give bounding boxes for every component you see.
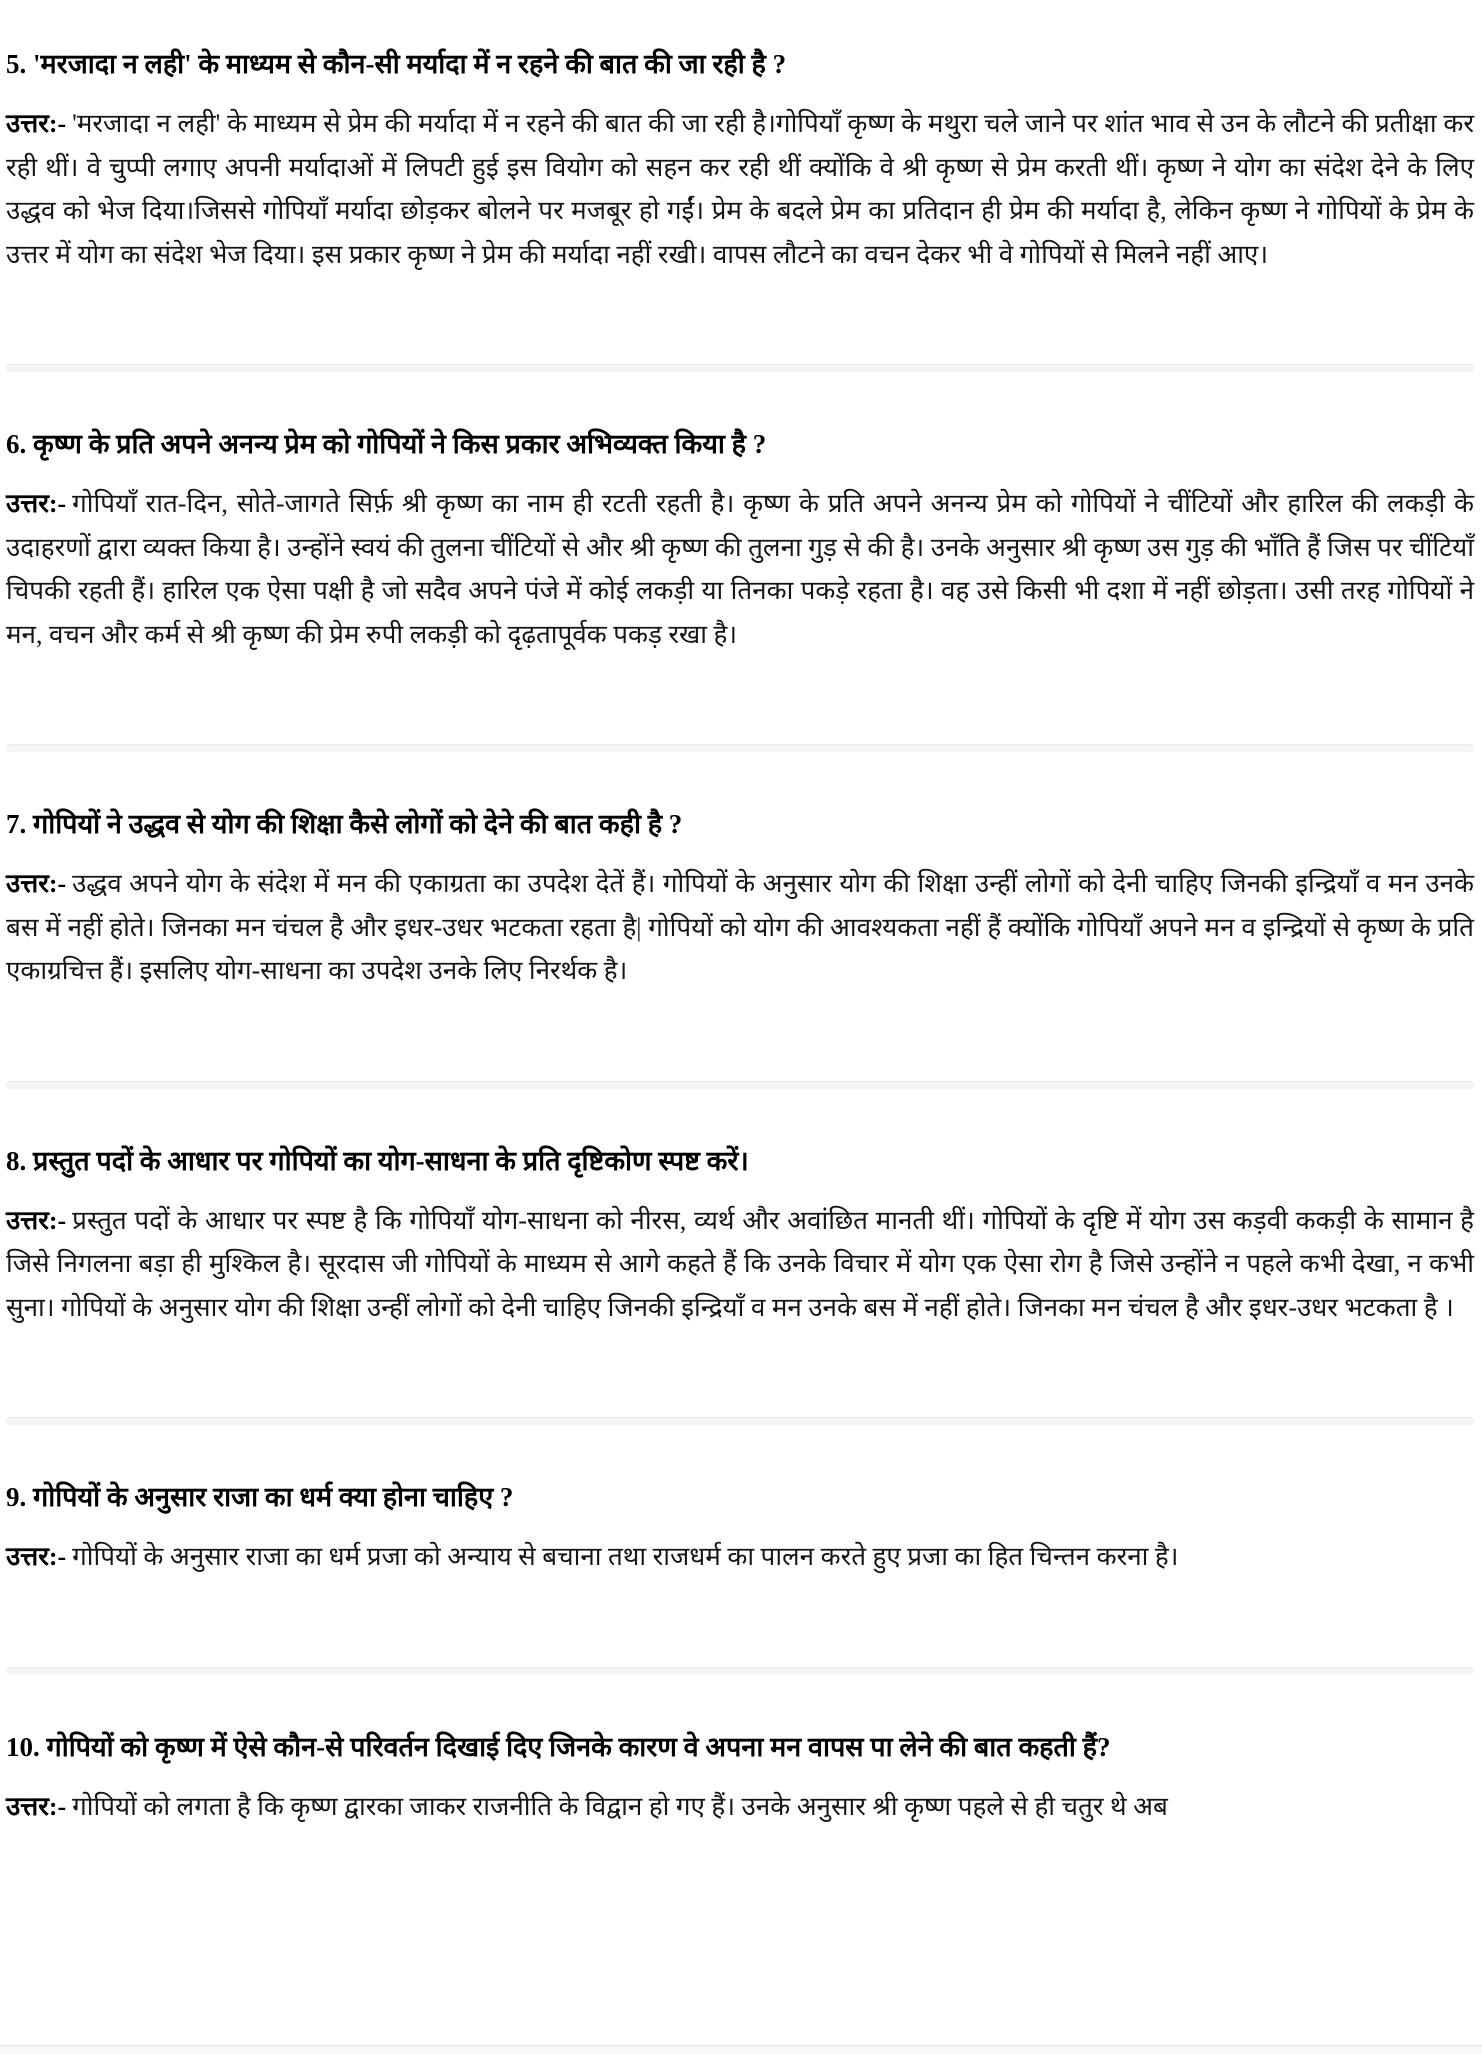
answer-text: गोपियाँ रात-दिन, सोते-जागते सिर्फ़ श्री कृष्ण का नाम ही रटती रहती है। कृष्ण के प्रति अपने अनन्य प्रेम को गोपियों ने चींटियों और हारिल की लकड़ी के उदाहरणों द्वारा व्यक्त किया है। उन्होंने स्वयं की तुलना चींटियों से और श्री कृष्ण की तुलना गुड़ से की है। उनके अनुसार श्री कृष्ण उस गुड़ की भाँति हैं जिस पर चींटियाँ चिपकी रहती हैं। हारिल एक ऐसा पक्षी है जो सदैव अपने पंजे में कोई लकड़ी या तिनका पकड़े रहता है। वह उसे किसी भी दशा में नहीं छोड़ता। उसी तरह गोपियों ने मन, वचन और कर्म से श्री कृष्ण की प्रेम रुपी लकड़ी को दृढ़तापूर्वक पकड़ रखा है।	[6, 489, 1474, 649]
section-divider	[6, 1417, 1474, 1425]
answer-paragraph	[6, 102, 1474, 276]
section-divider	[6, 1081, 1474, 1089]
qa-section-7	[6, 802, 1474, 993]
page-bottom-edge	[0, 2045, 1482, 2054]
answer-text: 'मरजादा न लही' के माध्यम से प्रेम की मर्यादा में न रहने की बात की जा रही है।गोपियाँ कृष्ण के मथुरा चले जाने पर शांत भाव से उन के लौटने की प्रतीक्षा कर रही थीं। वे चुप्पी लगाए अपनी मर्यादाओं में लिपटी हुई इस वियोग को सहन कर रही थीं क्योंकि वे श्री कृष्ण से प्रेम करती थीं। कृष्ण ने योग का संदेश देने के लिए उद्धव को भेज दिया।जिससे गोपियाँ मर्यादा छोड़कर बोलने पर मजबूर हो गईं। प्रेम के बदले प्रेम का प्रतिदान ही प्रेम की मर्यादा है, लेकिन कृष्ण ने गोपियों के प्रेम के उत्तर में योग का संदेश भेज दिया। इस प्रकार कृष्ण ने प्रेम की मर्यादा नहीं रखी। वापस लौटने का वचन देकर भी वे गोपियों से मिलने नहीं आए।	[6, 109, 1474, 269]
answer-prefix: उत्तर:-	[6, 1791, 67, 1821]
qa-section-8	[6, 1139, 1474, 1330]
section-divider	[6, 744, 1474, 752]
answer-paragraph	[6, 1199, 1474, 1330]
section-divider	[6, 1667, 1474, 1675]
qa-section-6	[6, 422, 1474, 656]
answer-prefix: उत्तर:-	[6, 869, 67, 898]
answer-prefix: उत्तर:-	[6, 1542, 67, 1571]
answer-paragraph	[6, 1785, 1474, 1829]
question-text: 10. गोपियों को कृष्ण में ऐसे कौन-से परिवर्तन दिखाई दिए जिनके कारण वे अपना मन वापस पा लेने की बात कहती हैं?	[6, 1731, 1111, 1762]
answer-text: प्रस्तुत पदों के आधार पर स्पष्ट है कि गोपियाँ योग-साधना को नीरस, व्यर्थ और अवांछित मानती थीं। गोपियों के दृष्टि में योग उस कड़वी ककड़ी के सामान है जिसे निगलना बड़ा ही मुश्किल है। सूरदास जी गोपियों के माध्यम से आगे कहते हैं कि उनके विचार में योग एक ऐसा रोग है जिसे उन्होंने न पहले कभी देखा, न कभी सुना। गोपियों के अनुसार योग की शिक्षा उन्हीं लोगों को देनी चाहिए जिनकी इन्द्रियाँ व मन उनके बस में नहीं होते। जिनका मन चंचल है और इधर-उधर भटकता है ।	[6, 1205, 1474, 1322]
question-text: 9. गोपियों के अनुसार राजा का धर्म क्या होना चाहिए ?	[6, 1482, 514, 1512]
answer-text: उद्धव अपने योग के संदेश में मन की एकाग्रता का उपदेश देतें हैं। गोपियों के अनुसार योग की शिक्षा उन्हीं लोगों को देनी चाहिए जिनकी इन्द्रियाँ व मन उनके बस में नहीं होते। जिनका मन चंचल है और इधर-उधर भटकता रहता है| गोपियों को योग की आवश्यकता नहीं हैं क्योंकि गोपियाँ अपने मन व इन्द्रियों से कृष्ण के प्रति एकाग्रचित्त हैं। इसलिए योग-साधना का उपदेश उनके लिए निरर्थक है।	[6, 869, 1474, 985]
section-divider	[6, 364, 1474, 372]
answer-prefix: उत्तर:-	[6, 489, 67, 518]
qa-section-5	[6, 42, 1474, 276]
question-text: 7. गोपियों ने उद्धव से योग की शिक्षा कैसे लोगों को देने की बात कही है ?	[6, 809, 683, 839]
answer-text: गोपियों के अनुसार राजा का धर्म प्रजा को अन्याय से बचाना तथा राजधर्म का पालन करते हुए प्रजा का हित चिन्तन करना है।	[72, 1542, 1179, 1571]
answer-paragraph	[6, 862, 1474, 993]
answer-paragraph	[6, 482, 1474, 656]
answer-text: गोपियों को लगता है कि कृष्ण द्वारका जाकर राजनीति के विद्वान हो गए हैं। उनके अनुसार श्री कृष्ण पहले से ही चतुर थे अब	[72, 1791, 1168, 1821]
answer-prefix: उत्तर:-	[6, 109, 67, 138]
question-text: 5. 'मरजादा न लही' के माध्यम से कौन-सी मर्यादा में न रहने की बात की जा रही है ?	[6, 49, 787, 79]
qa-section-9	[6, 1475, 1474, 1579]
answer-prefix: उत्तर:-	[6, 1205, 67, 1235]
qa-section-10	[6, 1725, 1474, 1829]
answer-paragraph	[6, 1535, 1474, 1579]
question-text: 6. कृष्ण के प्रति अपने अनन्य प्रेम को गोपियों ने किस प्रकार अभिव्यक्त किया है ?	[6, 429, 767, 459]
question-text: 8. प्रस्तुत पदों के आधार पर गोपियों का योग-साधना के प्रति दृष्टिकोण स्पष्ट करें।	[6, 1145, 749, 1176]
